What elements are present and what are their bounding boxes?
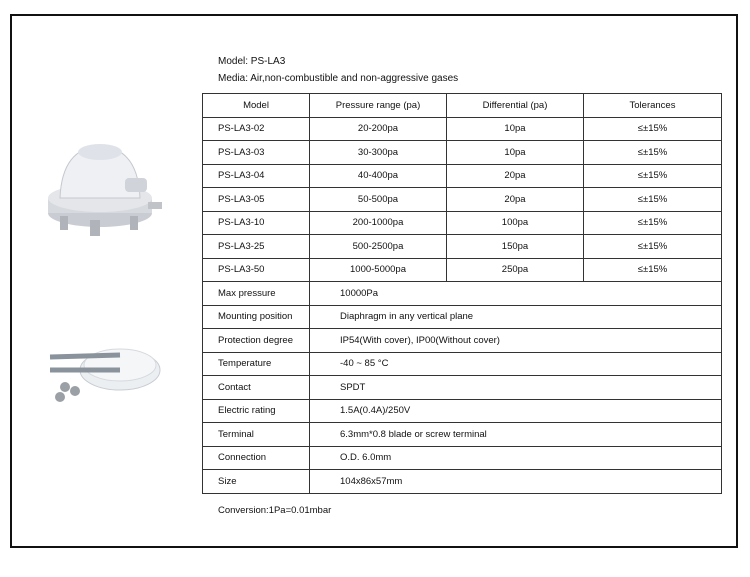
spec-value: 10000Pa [310,282,722,306]
cell-range: 40-400pa [310,164,447,188]
spec-label: Terminal [203,423,310,447]
cell-tol: ≤±15% [584,141,722,165]
table-row [203,235,722,259]
cell-range: 500-2500pa [310,235,447,259]
cell-model: PS-LA3-50 [203,258,310,282]
cell-diff: 20pa [447,164,584,188]
spec-row [203,423,722,447]
spec-row [203,446,722,470]
cell-diff: 10pa [447,141,584,165]
spec-value: 104x86x57mm [310,470,722,494]
cell-range: 50-500pa [310,188,447,212]
cell-tol: ≤±15% [584,258,722,282]
cell-range: 200-1000pa [310,211,447,235]
cell-range: 1000-5000pa [310,258,447,282]
cell-tol: ≤±15% [584,117,722,141]
cell-model: PS-LA3-25 [203,235,310,259]
cell-tol: ≤±15% [584,188,722,212]
spec-label: Temperature [203,352,310,376]
spec-value: -40 ~ 85 °C [310,352,722,376]
spec-label: Protection degree [203,329,310,353]
column-header: Tolerances [584,94,722,118]
pressure-switch-image [40,128,165,243]
spec-label: Max pressure [203,282,310,306]
table-row [203,211,722,235]
spec-label: Contact [203,376,310,400]
cell-diff: 10pa [447,117,584,141]
table-row [203,117,722,141]
cell-tol: ≤±15% [584,164,722,188]
spec-row [203,376,722,400]
spec-row [203,399,722,423]
cell-model: PS-LA3-02 [203,117,310,141]
cell-diff: 250pa [447,258,584,282]
spec-row [203,352,722,376]
cell-tol: ≤±15% [584,211,722,235]
spec-value: O.D. 6.0mm [310,446,722,470]
column-header: Pressure range (pa) [310,94,447,118]
spec-label: Mounting position [203,305,310,329]
spec-label: Connection [203,446,310,470]
cell-range: 30-300pa [310,141,447,165]
spec-row [203,282,722,306]
model-heading: Model: PS-LA3 [218,56,286,67]
cell-model: PS-LA3-04 [203,164,310,188]
spec-value: 1.5A(0.4A)/250V [310,399,722,423]
cell-diff: 20pa [447,188,584,212]
table-row [203,164,722,188]
cell-range: 20-200pa [310,117,447,141]
spec-value: IP54(With cover), IP00(Without cover) [310,329,722,353]
spec-row [203,329,722,353]
table-header-row [203,94,722,118]
spec-row [203,470,722,494]
table-row [203,188,722,212]
spec-row [203,305,722,329]
media-heading: Media: Air,non-combustible and non-aggressive gases [218,73,459,84]
cell-tol: ≤±15% [584,235,722,259]
cell-model: PS-LA3-10 [203,211,310,235]
cell-model: PS-LA3-05 [203,188,310,212]
conversion-note: Conversion:1Pa=0.01mbar [218,505,332,516]
spec-label: Electric rating [203,399,310,423]
spec-value: Diaphragm in any vertical plane [310,305,722,329]
cell-diff: 100pa [447,211,584,235]
column-header: Model [203,94,310,118]
spec-value: 6.3mm*0.8 blade or screw terminal [310,423,722,447]
spec-value: SPDT [310,376,722,400]
spec-table [202,93,722,494]
column-header: Differential (pa) [447,94,584,118]
pressure-switch-open-image [40,325,165,415]
table-row [203,141,722,165]
spec-label: Size [203,470,310,494]
cell-diff: 150pa [447,235,584,259]
cell-model: PS-LA3-03 [203,141,310,165]
table-row [203,258,722,282]
